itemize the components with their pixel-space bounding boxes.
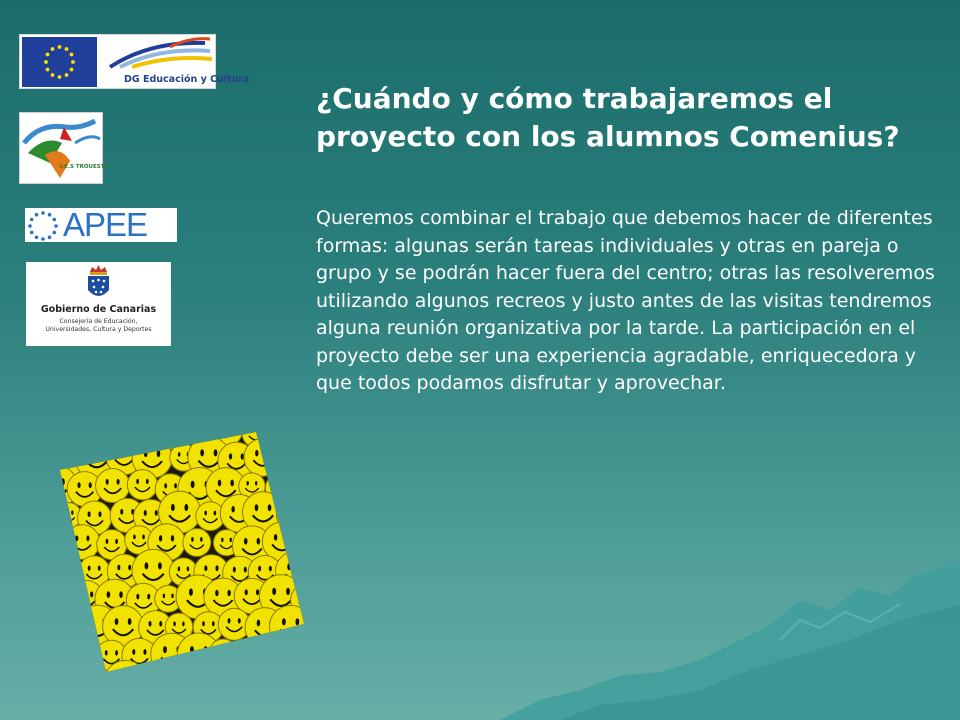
smiley-face-icon [183,529,211,557]
eu-dg-education-logo [19,34,250,89]
smiley-face-icon [53,555,80,582]
gobierno-subtitle-line2: Universidades, Cultura y Deportes [45,326,152,333]
smiley-faces-image [54,428,316,690]
smiley-face-icon [262,522,301,561]
gobierno-subtitle-line1: Consejería de Educación, [59,318,138,325]
slide-body-text: Queremos combinar el trabajo que debemos hacer de diferentes formas: algunas serán tareas individuales y otras en pareja o grupo y se podrán hacer fuera del centro; otras las resolveremos utilizando algunos recreos y justo antes de las visitas tendremos alguna reunión organizativa por la tarde. La participación en el proyecto debe ser una experiencia agradable, enriquecedora y que todos podamos disfrutar y aprovechar. [316,207,935,394]
ies-logo-label: I.E.S TROUESTE [60,164,109,170]
smiley-face-icon [96,469,130,503]
eu-stars-circle-icon [25,208,61,242]
ies-emblem-icon [20,113,104,185]
smiley-face-icon [65,525,100,560]
smiley-face-icon [177,633,220,676]
smiley-face-icon [72,640,99,667]
eu-logo-label: DG Educación y Cultura [124,74,250,85]
smiley-face-icon [209,639,237,667]
canarias-coat-of-arms-icon [26,262,171,304]
gobierno-title: Gobierno de Canarias [40,304,157,315]
smiley-face-icon [244,438,282,476]
gobierno-subtitle [26,318,171,334]
gobierno-canarias-logo [26,262,171,346]
slide-title: ¿Cuándo y cómo trabajaremos el proyecto con los alumnos Comenius? [316,82,900,153]
smiley-face-icon [265,638,296,669]
ies-school-logo [19,112,109,184]
smiley-face-icon [55,611,85,641]
smiley-face-icon [234,638,273,677]
smiley-face-icon [276,501,303,528]
smiley-face-icon [273,439,307,473]
smiley-face-icon [270,605,312,647]
apee-logo-text: APEE [63,206,148,243]
smiley-face-icon [127,470,157,500]
apee-logo [25,208,177,242]
